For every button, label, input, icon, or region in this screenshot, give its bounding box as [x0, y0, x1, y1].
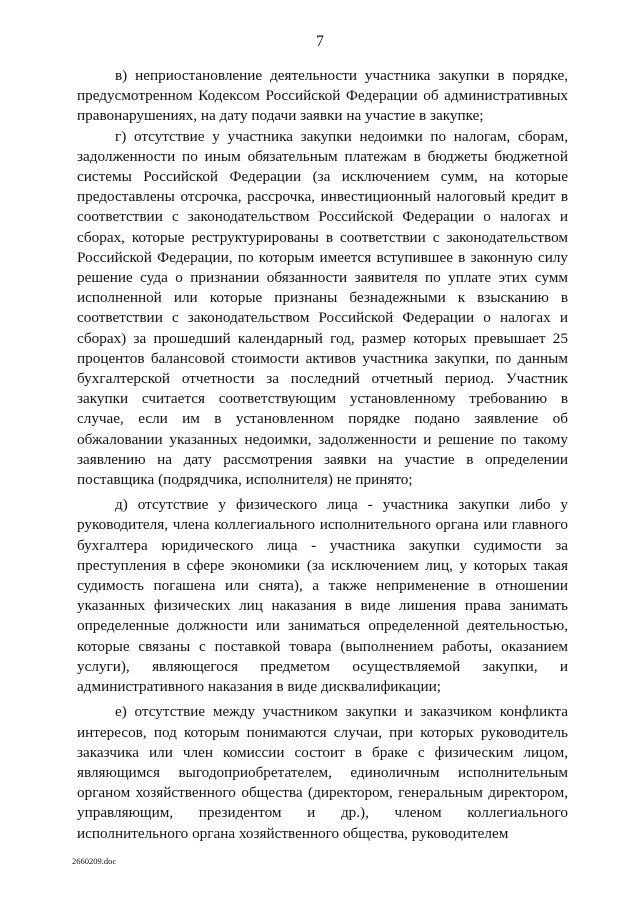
page-number: 7 [316, 33, 324, 50]
document-body [77, 66, 568, 844]
paragraph-v: в) неприостановление деятельности участника закупки в порядке, предусмотренном Кодексом Российской Федерации об административных правонарушениях, на дату подачи заявки на участие в закупке; [77, 67, 568, 125]
paragraph-d: д) отсутствие у физического лица - участника закупки либо у руководителя, члена коллегиального исполнительного органа или главного бухгалтера юридического лица - участника закупки судимости за преступления в сфере экономики (за исключением лиц, у которых такая судимость погашена или снята), а также неприменение в отношении указанных физических лиц наказания в виде лишения права занимать определенные должности или заниматься определенной деятельностью, которые связаны с поставкой товара (выполнением работы, оказанием услуги), являющегося предметом осуществляемой закупки, и административного наказания в виде дисквалификации; [77, 496, 568, 696]
footer-filename: 2660209.doc [72, 856, 117, 866]
paragraph-g: г) отсутствие у участника закупки недоимки по налогам, сборам, задолженности по иным обязательным платежам в бюджеты бюджетной системы Российской Федерации (за исключением сумм, на которые предоставлены отсрочка, рассрочка, инвестиционный налоговый кредит в соответствии с законодательством Российской Федерации о налогах и сборах, которые реструктурированы в соответствии с законодательством Российской Федерации, по которым имеется вступившее в законную силу решение суда о признании обязанности заявителя по уплате этих сумм исполненной или которые признаны безнадежными к взысканию в соответствии с законодательством Российской Федерации о налогах и сборах) за прошедший календарный год, размер которых превышает 25 процентов балансовой стоимости активов участника закупки, по данным бухгалтерской отчетности за последний отчетный период. Участник закупки считается соответствующим установленному требованию в случае, если им в установленном порядке подано заявление об обжаловании указанных недоимки, задолженности и решение по такому заявлению на дату рассмотрения заявки на участие в определении поставщика (подрядчика, исполнителя) не принято; [77, 127, 568, 489]
paragraph-e: е) отсутствие между участником закупки и заказчиком конфликта интересов, под которым понимаются случаи, при которых руководитель заказчика или член комиссии состоит в браке с физическим лицом, являющимся выгодоприобретателем, единоличным исполнительным органом хозяйственного общества (директором, генеральным директором, управляющим, президентом и др.), членом коллегиального исполнительного органа хозяйственного общества, руководителем [77, 703, 568, 842]
